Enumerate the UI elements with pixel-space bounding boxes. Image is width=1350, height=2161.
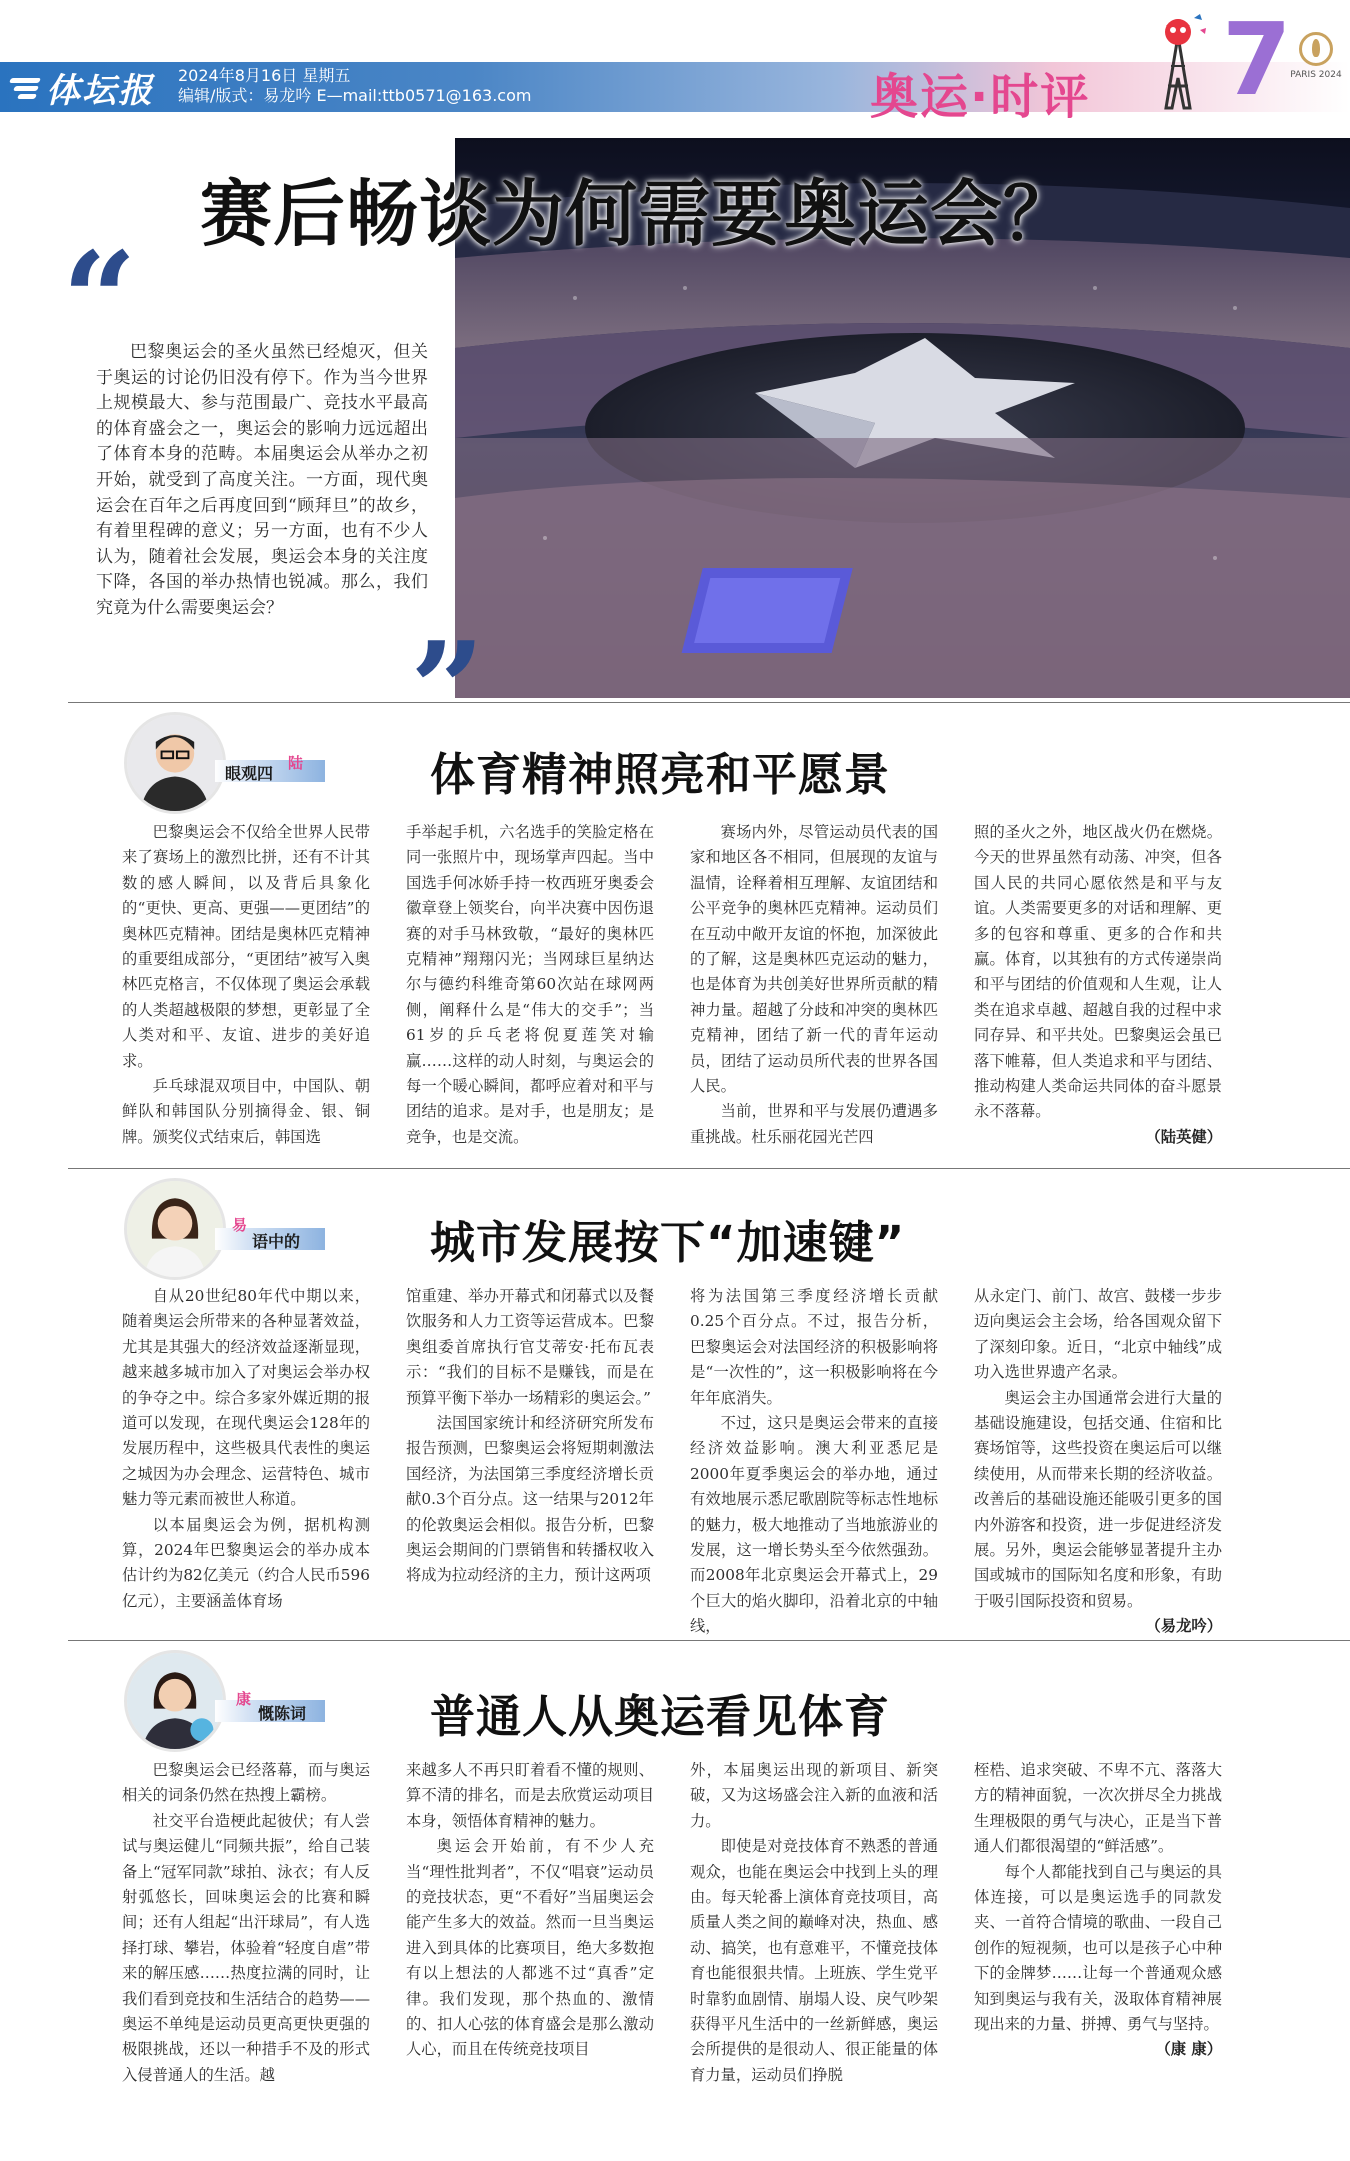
section-title-3: 普通人从奥运看见体育 — [430, 1690, 891, 1743]
divider — [68, 702, 1350, 703]
section-body-2 — [122, 1284, 1222, 1640]
olympic-flame-icon — [1299, 32, 1333, 66]
emblem-text: PARIS 2024 — [1290, 70, 1342, 80]
text-column: 自从20世纪80年代中期以来，随着奥运会所带来的各种显著效益，尤其是其强大的经济效益逐渐显现，越来越多城市加入了对奥运会举办权的争夺之中。综合多家外媒近期的报道可以发现，在现代奥运会128年的发展历程中，这些极具代表性的奥运之城因为办会理念、运营特色、城市魅力等元素而被世人称道。 以本届奥运会为例，据机构测算，2024年巴黎奥运会的举办成本估计约为82亿美元（约合人民币596亿元），主要涵盖体育场 — [122, 1287, 370, 1610]
byline: （易龙吟） — [1145, 1617, 1222, 1636]
text-column: 外，本届奥运出现的新项目、新突破，又为这场盛会注入新的血液和活力。 即使是对竞技体育不熟悉的普通观众，也能在奥运会中找到上头的理由。每天轮番上演体育竞技项目，高质量人类之间的巅峰对决，热血、感动、搞笑，也有意难平，不懂竞技体育也能很狠共情。上班族、学生党平时靠豹血剧情、崩塌人设、戾气吵架获得平凡生活中的一丝新鲜感，奥运会所提供的是很动人、很正能量的体育力量，运动员们挣脱 — [690, 1761, 938, 2084]
logo-mark-icon — [8, 72, 42, 102]
author-avatar — [124, 1650, 226, 1752]
person-icon — [127, 715, 223, 811]
divider — [68, 1640, 1350, 1641]
byline: （陆英健） — [1145, 1127, 1222, 1146]
newspaper-logo — [8, 66, 154, 111]
text-column: 馆重建、举办开幕式和闭幕式以及餐饮服务和人力工资等运营成本。巴黎奥组委首席执行官艾蒂安·托布瓦表示：“我们的目标不是赚钱，而是在预算平衡下举办一场精彩的奥运会。” 法国国家统计和经济研究所发布报告预测，巴黎奥运会将短期刺激法国经济，为法国第三季度经济增长贡献0.3个百分点。这一结果与2012年的伦敦奥运会相似。报告分析，巴黎奥运会期间的门票销售和转播权收入将成为拉动经济的主力，预计这两项 — [406, 1287, 654, 1585]
text-column: 照的圣火之外，地区战火仍在燃烧。今天的世界虽然有动荡、冲突，但各国人民的共同心愿依然是和平与友谊。人类需要更多的对话和理解、更多的包容和尊重、更多的合作和共赢。体育，以其独有的方式传递崇尚和平与团结的价值观和人生观，让人类在追求卓越、超越自我的过程中求同存异、和平共处。巴黎奥运会虽已落下帷幕，但人类追求和平与团结、推动构建人类命运共同体的奋斗愿景永不落幕。 （陆英健） — [974, 820, 1222, 1150]
issue-info — [178, 66, 531, 106]
section-title-2: 城市发展按下“加速键” — [430, 1216, 906, 1269]
lede-paragraph: 巴黎奥运会的圣火虽然已经熄灭，但关于奥运的讨论仍旧没有停下。作为当今世界上规模最大、参与范围最广、竞技水平最高的体育盛会之一，奥运会的影响力远远超出了体育本身的范畴。本届奥运会从举办之初开始，就受到了高度关注。一方面，现代奥运会在百年之后再度回到“顾拜旦”的故乡，有着里程碑的意义；另一方面，也有不少人认为，随着社会发展，奥运会本身的关注度下降，各国的举办热情也锐减。那么，我们究竟为什么需要奥运会？ — [96, 342, 428, 618]
column-name: 眼观四 — [225, 764, 274, 783]
editor-line: 编辑/版式：易龙吟 E—mail:ttb0571@163.com — [178, 86, 532, 105]
person-icon — [127, 1653, 223, 1749]
text-column: 将为法国第三季度经济增长贡献0.25个百分点。不过，报告分析，巴黎奥运会对法国经济的积极影响将是“一次性的”，这一积极影响将在今年年底消失。 不过，这只是奥运会带来的直接经济效益影响。澳大利亚悉尼是2000年夏季奥运会的举办地，通过有效地展示悉尼歌剧院等标志性地标的魅力，极大地推动了当地旅游业的发展，这一增长势头至今依然强劲。而2008年北京奥运会开幕式上，29个巨大的焰火脚印，沿着北京的中轴线， — [690, 1287, 938, 1636]
text-column: 赛场内外，尽管运动员代表的国家和地区各不相同，但展现的友谊与温情，诠释着相互理解、友谊团结和公平竞争的奥林匹克精神。运动员们在互动中敞开友谊的怀抱，加深彼此的了解，这是奥林匹克运动的魅力，也是体育为共创美好世界所贡献的精神力量。超越了分歧和冲突的奥林匹克精神，团结了新一代的青年运动员，团结了运动员所代表的世界各国人民。 当前，世界和平与发展仍遭遇多重挑战。杜乐丽花园光芒四 — [690, 823, 938, 1146]
divider — [68, 1168, 1350, 1169]
text-column: 巴黎奥运会已经落幕，而与奥运相关的词条仍然在热搜上霸榜。 社交平台造梗此起彼伏；有人尝试与奥运健儿“同频共振”，给自己装备上“冠军同款”球拍、泳衣；有人反射弧悠长，回味奥运会的比赛和瞬间；还有人组起“出汗球局”，有人选择打球、攀岩，体验着“轻度自虐”带来的解压感……热度拉满的同时，让我们看到竞技和生活结合的趋势——奥运不单纯是运动员更高更快更强的极限挑战，还以一种措手不及的形式入侵普通人的生活。越 — [122, 1761, 370, 2084]
author-initial: 康 — [236, 1690, 252, 1708]
main-headline: 赛后畅谈为何需要奥运会？ — [200, 172, 1077, 256]
text-column: 桎梏、追求突破、不卑不亢、落落大方的精神面貌，一次次拼尽全力挑战生理极限的勇气与决心，正是当下普通人们都很渴望的“鲜活感”。 每个人都能找到自己与奥运的具体连接，可以是奥运选手的同款发夹、一首符合情境的歌曲、一段自己创作的短视频，也可以是孩子心中种下的金牌梦……让每一个普通观众感知到奥运与我有关，汲取体育精神展现出来的力量、拼搏、勇气与坚持。 （康 康） — [974, 1758, 1222, 2088]
text-column: 巴黎奥运会不仅给全世界人民带来了赛场上的激烈比拼，还有不计其数的感人瞬间，以及背后具象化的“更快、更高、更强——更团结”的奥林匹克精神。团结是奥林匹克精神的重要组成部分，“更团结”被写入奥林匹克格言，不仅体现了奥运会承载的人类超越极限的梦想，更彰显了全人类对和平、友谊、进步的美好追求。 乒乓球混双项目中，中国队、朝鲜队和韩国队分别摘得金、银、铜牌。颁奖仪式结束后，韩国选 — [122, 823, 370, 1146]
byline: （康 康） — [1155, 2040, 1222, 2059]
column-name: 语中的 — [252, 1232, 301, 1251]
text-column: 手举起手机，六名选手的笑脸定格在同一张照片中，现场掌声四起。当中国选手何冰娇手持一枚西班牙奥委会徽章登上领奖台，向半决赛中因伤退赛的对手马林致敬，“最好的奥林匹克精神”翔翔闪光；当网球巨星纳达尔与德约科维奇第60次站在球网两侧，阐释什么是“伟大的交手”；当61岁的乒乓老将倪夏莲笑对输赢……这样的动人时刻，与奥运会的每一个暖心瞬间，都呼应着对和平与团结的追求。是对手，也是朋友；是竞争，也是交流。 — [406, 823, 654, 1146]
issue-date: 2024年8月16日 星期五 — [178, 66, 351, 85]
author-avatar — [124, 1178, 226, 1280]
author-initial: 易 — [232, 1216, 248, 1234]
section-title: 奥运·时评 — [870, 69, 1091, 125]
person-icon — [127, 1181, 223, 1277]
text-column: 从永定门、前门、故宫、鼓楼一步步迈向奥运会主会场，给各国观众留下了深刻印象。近日，“北京中轴线”成功入选世界遗产名录。 奥运会主办国通常会进行大量的基础设施建设，包括交通、住宿和比赛场馆等，这些投资在奥运后可以继续使用，从而带来长期的经济收益。改善后的基础设施还能吸引更多的国内外游客和投资，进一步促进经济发展。另外，奥运会能够显著提升主办国或城市的国际知名度和形象，有助于吸引国际投资和贸易。 （易龙吟） — [974, 1284, 1222, 1640]
author-avatar — [124, 712, 226, 814]
section-title-1: 体育精神照亮和平愿景 — [430, 748, 891, 801]
section-body-1 — [122, 820, 1222, 1150]
column-name: 慨陈词 — [258, 1704, 307, 1723]
text-column: 来越多人不再只盯着看不懂的规则、算不清的排名，而是去欣赏运动项目本身，领悟体育精神的魅力。 奥运会开始前，有不少人充当“理性批判者”，不仅“唱衰”运动员的竞技状态，更“不看好”当届奥运会能产生多大的效益。然而一旦当奥运进入到具体的比赛项目，绝大多数抱有以上想法的人都逃不过“真香”定律。我们发现，那个热血的、激情的、扣人心弦的体育盛会是那么激动人心，而且在传统竞技项目 — [406, 1761, 654, 2059]
quote-open-mark: “ — [62, 223, 137, 376]
newspaper-name: 体坛报 — [46, 70, 154, 111]
paris2024-emblem — [1290, 32, 1342, 94]
author-initial: 陆 — [288, 754, 304, 772]
section-body-3 — [122, 1758, 1222, 2088]
quote-close-mark: ” — [410, 613, 485, 766]
page-number: 7 — [1222, 1, 1292, 118]
eiffel-mascot-icon — [1138, 8, 1218, 112]
